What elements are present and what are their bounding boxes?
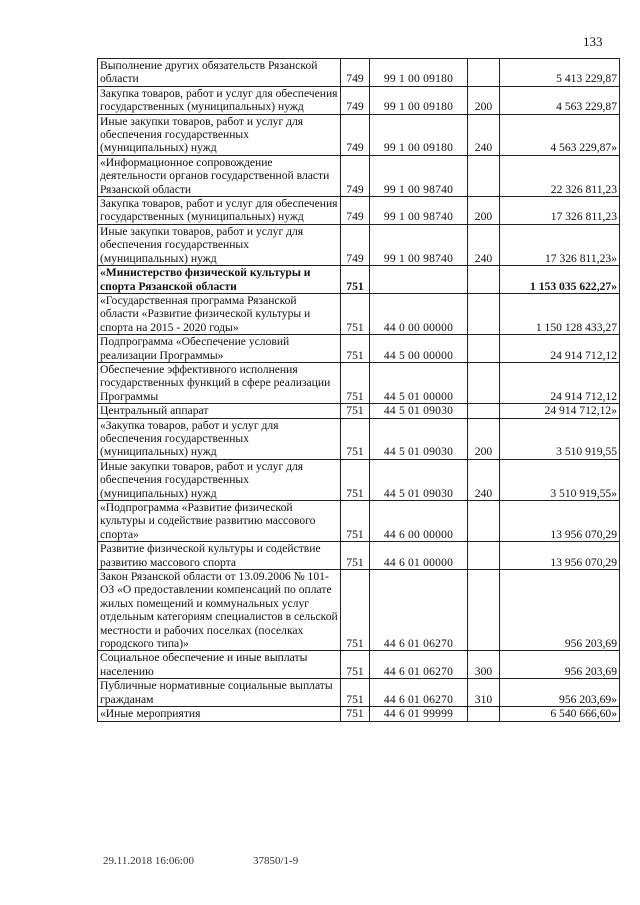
row-amount: 17 326 811,23»	[500, 224, 620, 265]
table-row	[98, 707, 620, 721]
footer-date: 29.11.2018 16:06:00	[103, 855, 194, 867]
row-ved-code: 751	[341, 570, 370, 651]
table-row	[98, 459, 620, 500]
row-amount: 4 563 229,87»	[500, 114, 620, 155]
row-amount: 1 153 035 622,27»	[500, 266, 620, 294]
row-name: «Подпрограмма «Развитие физической культуры и содействие развитию массового спорта»	[98, 501, 341, 542]
row-expense-type	[468, 293, 500, 334]
row-target-article: 44 5 01 00000	[370, 362, 468, 403]
row-expense-type	[468, 335, 500, 363]
row-amount: 24 914 712,12	[500, 335, 620, 363]
row-target-article	[370, 266, 468, 294]
row-amount: 3 510 919,55	[500, 418, 620, 459]
row-ved-code: 751	[341, 542, 370, 570]
row-name: Закон Рязанской области от 13.09.2006 № 101-ОЗ «О предоставлении компенсаций по оплате жилых помещений и коммунальных услуг отдельным категориям специалистов в сельской местности и рабочих поселках (поселках городского типа)»	[98, 570, 341, 651]
row-expense-type	[468, 570, 500, 651]
row-target-article: 44 6 01 06270	[370, 570, 468, 651]
row-target-article: 44 5 01 09030	[370, 459, 468, 500]
row-name: Развитие физической культуры и содействие развитию массового спорта	[98, 542, 341, 570]
row-amount: 956 203,69»	[500, 679, 620, 707]
table-row	[98, 418, 620, 459]
row-amount: 956 203,69	[500, 651, 620, 679]
row-amount: 24 914 712,12»	[500, 404, 620, 418]
row-amount: 4 563 229,87	[500, 86, 620, 114]
row-target-article: 44 6 00 00000	[370, 501, 468, 542]
table-row	[98, 86, 620, 114]
row-ved-code: 751	[341, 418, 370, 459]
row-name: «Министерство физической культуры и спорта Рязанской области	[98, 266, 341, 294]
row-name: Закупка товаров, работ и услуг для обеспечения государственных (муниципальных) нужд	[98, 197, 341, 225]
row-name: Иные закупки товаров, работ и услуг для обеспечения государственных (муниципальных) нужд	[98, 114, 341, 155]
row-ved-code: 751	[341, 707, 370, 721]
row-ved-code: 751	[341, 335, 370, 363]
row-expense-type: 240	[468, 459, 500, 500]
row-name: Центральный аппарат	[98, 404, 341, 418]
row-expense-type: 240	[468, 224, 500, 265]
row-amount: 3 510 919,55»	[500, 459, 620, 500]
row-ved-code: 751	[341, 679, 370, 707]
row-expense-type: 310	[468, 679, 500, 707]
table-row	[98, 266, 620, 294]
row-target-article: 99 1 00 09180	[370, 114, 468, 155]
table-row	[98, 651, 620, 679]
row-name: Закупка товаров, работ и услуг для обеспечения государственных (муниципальных) нужд	[98, 86, 341, 114]
row-name: Публичные нормативные социальные выплаты гражданам	[98, 679, 341, 707]
table-row	[98, 542, 620, 570]
row-ved-code: 751	[341, 501, 370, 542]
table-row	[98, 335, 620, 363]
row-amount: 24 914 712,12	[500, 362, 620, 403]
table-row	[98, 224, 620, 265]
row-amount: 956 203,69	[500, 570, 620, 651]
row-ved-code: 749	[341, 224, 370, 265]
row-amount: 17 326 811,23	[500, 197, 620, 225]
row-target-article: 99 1 00 98740	[370, 224, 468, 265]
row-expense-type: 200	[468, 418, 500, 459]
row-target-article: 44 5 01 09030	[370, 418, 468, 459]
row-amount: 1 150 128 433,27	[500, 293, 620, 334]
row-target-article: 44 6 01 00000	[370, 542, 468, 570]
row-ved-code: 749	[341, 59, 370, 87]
row-target-article: 99 1 00 09180	[370, 86, 468, 114]
table-row	[98, 501, 620, 542]
row-name: Иные закупки товаров, работ и услуг для обеспечения государственных (муниципальных) нужд	[98, 224, 341, 265]
row-target-article: 99 1 00 98740	[370, 197, 468, 225]
row-name: Социальное обеспечение и иные выплаты населению	[98, 651, 341, 679]
row-ved-code: 749	[341, 86, 370, 114]
row-target-article: 44 5 01 09030	[370, 404, 468, 418]
row-ved-code: 751	[341, 293, 370, 334]
row-ved-code: 749	[341, 155, 370, 196]
row-name: Иные закупки товаров, работ и услуг для обеспечения государственных (муниципальных) нужд	[98, 459, 341, 500]
row-expense-type: 300	[468, 651, 500, 679]
table-row	[98, 59, 620, 87]
row-ved-code: 751	[341, 362, 370, 403]
row-name: «Информационное сопровождение деятельности органов государственной власти Рязанской области	[98, 155, 341, 196]
budget-table	[97, 58, 620, 722]
row-expense-type: 200	[468, 197, 500, 225]
row-name: «Государственная программа Рязанской области «Развитие физической культуры и спорта на 2015 - 2020 годы»	[98, 293, 341, 334]
row-amount: 13 956 070,29	[500, 542, 620, 570]
table-row	[98, 197, 620, 225]
table-row	[98, 362, 620, 403]
row-target-article: 44 5 00 00000	[370, 335, 468, 363]
row-expense-type	[468, 707, 500, 721]
row-expense-type	[468, 362, 500, 403]
row-ved-code: 751	[341, 266, 370, 294]
row-expense-type	[468, 59, 500, 87]
row-amount: 5 413 229,87	[500, 59, 620, 87]
row-amount: 6 540 666,60»	[500, 707, 620, 721]
row-expense-type	[468, 542, 500, 570]
row-ved-code: 751	[341, 404, 370, 418]
row-target-article: 44 6 01 99999	[370, 707, 468, 721]
row-target-article: 99 1 00 98740	[370, 155, 468, 196]
row-expense-type: 240	[468, 114, 500, 155]
row-name: Подпрограмма «Обеспечение условий реализации Программы»	[98, 335, 341, 363]
row-expense-type	[468, 266, 500, 294]
table-row	[98, 293, 620, 334]
row-amount: 22 326 811,23	[500, 155, 620, 196]
row-expense-type	[468, 404, 500, 418]
row-target-article: 44 6 01 06270	[370, 679, 468, 707]
row-expense-type: 200	[468, 86, 500, 114]
row-expense-type	[468, 155, 500, 196]
row-ved-code: 749	[341, 197, 370, 225]
row-ved-code: 751	[341, 459, 370, 500]
table-row	[98, 114, 620, 155]
row-ved-code: 751	[341, 651, 370, 679]
budget-table-body	[98, 59, 620, 722]
footer-code: 37850/1-9	[253, 855, 299, 867]
row-target-article: 44 0 00 00000	[370, 293, 468, 334]
table-row	[98, 570, 620, 651]
row-name: Выполнение других обязательств Рязанской области	[98, 59, 341, 87]
row-name: «Закупка товаров, работ и услуг для обеспечения государственных (муниципальных) нужд	[98, 418, 341, 459]
row-amount: 13 956 070,29	[500, 501, 620, 542]
row-ved-code: 749	[341, 114, 370, 155]
row-target-article: 44 6 01 06270	[370, 651, 468, 679]
row-name: Обеспечение эффективного исполнения государственных функций в сфере реализации Программы	[98, 362, 341, 403]
table-row	[98, 155, 620, 196]
row-expense-type	[468, 501, 500, 542]
row-target-article: 99 1 00 09180	[370, 59, 468, 87]
table-row	[98, 679, 620, 707]
page-number: 133	[583, 34, 603, 49]
row-name: «Иные мероприятия	[98, 707, 341, 721]
table-row	[98, 404, 620, 418]
